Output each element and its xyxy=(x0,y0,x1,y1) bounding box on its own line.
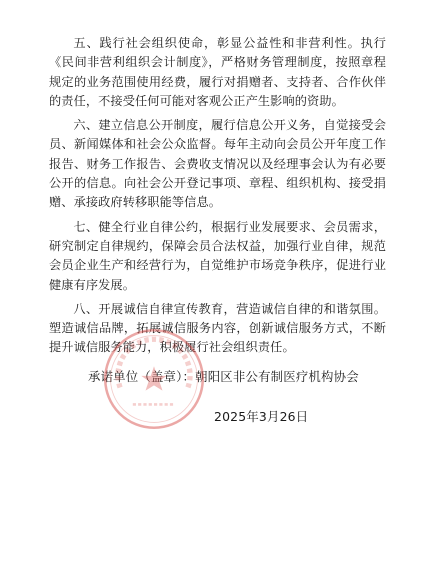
paragraph-8: 八、开展诚信自律宣传教育，营造诚信自律的和谐氛围。塑造诚信品牌，拓展诚信服务内容，创新诚信服务方式，不断提升诚信服务能力，积极履行社会组织责任。 xyxy=(49,301,386,355)
signature-line: 承诺单位（盖章）：朝阳区非公有制医疗机构协会 xyxy=(88,369,359,384)
paragraph-7: 七、健全行业自律公约，根据行业发展要求、会员需求，研究制定自律规约，保障会员合法权益，加强行业自律，规范会员企业生产和经营行为，自觉维护市场竞争秩序，促进行业健康有序发展。 xyxy=(49,219,386,292)
paragraph-5: 五、践行社会组织使命，彰显公益性和非营利性。执行《民间非营利组织会计制度》，严格财务管理制度，按照章程规定的业务范围使用经费，履行对捐赠者、支持者、合作伙伴的责任，不接受任何可能对客观公正产生影响的资助。 xyxy=(49,36,386,108)
paragraph-6: 六、建立信息公开制度，履行信息公开义务，自觉接受会员、新闻媒体和社会公众监督。每年主动向会员公开年度工作报告、财务工作报告、会费收支情况以及经理事会认为有必要公开的信息。向社会公开登记事项、章程、组织机构、接受捐赠、承接政府转移职能等信息。 xyxy=(49,118,386,210)
document-body xyxy=(49,34,386,363)
official-seal-stamp xyxy=(101,326,207,432)
document-date: 2025年3月26日 xyxy=(214,409,309,424)
seal-star-icon xyxy=(141,366,166,390)
